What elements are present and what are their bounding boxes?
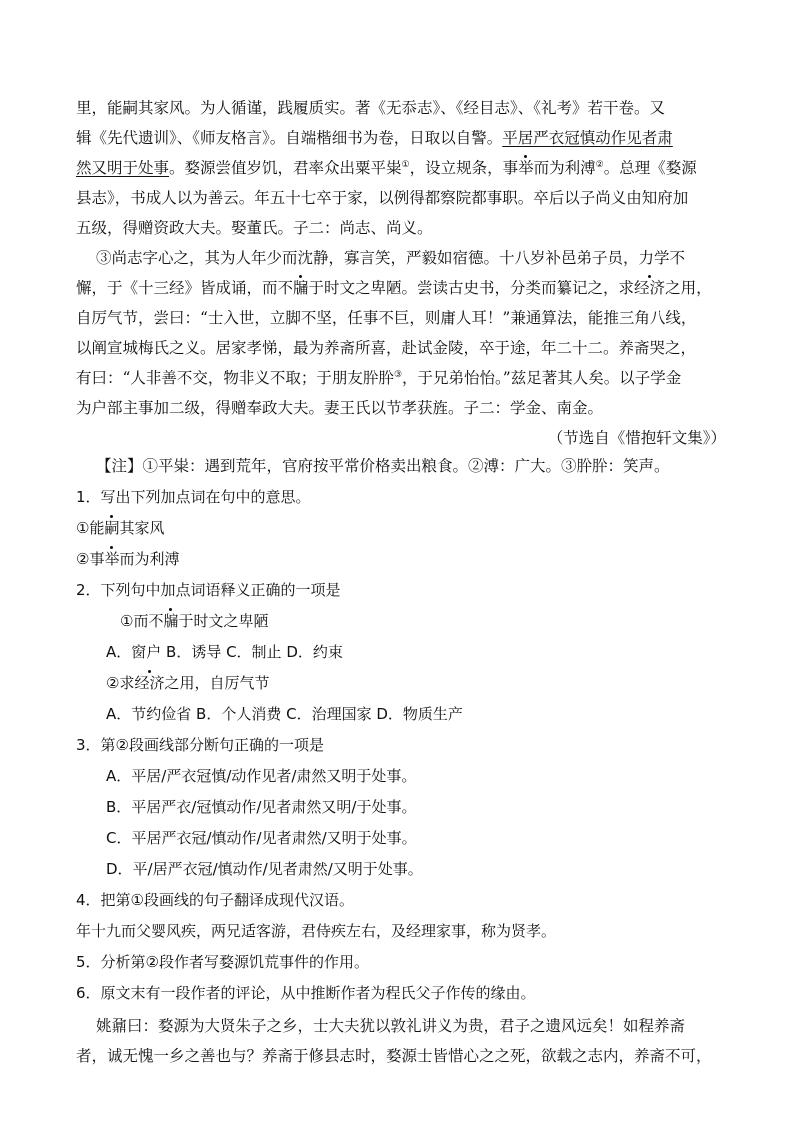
- passage-line: 五级，得赠资政大夫。娶董氏。子二：尚志、尚义。: [76, 219, 433, 237]
- footnote-marker: ①: [401, 159, 410, 170]
- question-2-sentence-1: ①而不牖于时文之卑陋: [120, 612, 269, 630]
- question-5-title: 5．分析第②段作者写婺源饥荒事件的作用。: [76, 953, 369, 971]
- footnote-marker: ③: [393, 369, 403, 380]
- dotted-word: 牖: [293, 279, 309, 297]
- question-2-sentence-2: ②求经济之用，自厉气节: [106, 674, 270, 692]
- passage-line: 以阐宣城梅氏之义。居家孝悌，最为养斋所喜，赴试金陵，卒于途，年二十二。养斋哭之，: [76, 339, 697, 357]
- source-citation: （节选自《惜抱轩文集》）: [547, 429, 726, 447]
- passage-line: 县志》，书成人以为善云。年五十七卒于家，以例得都察院都事职。卒后以子尚义由知府加: [76, 189, 689, 207]
- question-4-title: 4．把第①段画线的句子翻译成现代汉语。: [76, 891, 354, 909]
- passage-line: 懈，于《十三经》皆成诵，而不牖于时文之卑陋。尝读古史书，分类而纂记之，求经济之用，: [76, 279, 712, 297]
- dotted-word: 举: [518, 159, 534, 177]
- question-1-item-b: ②事举而为利溥: [76, 550, 180, 568]
- passage-line: 里，能嗣其家风。为人循谨，践履质实。著《无忝志》、《经目志》、《礼考》若干卷。又: [76, 99, 666, 117]
- question-3-option-b: B．平居严衣/冠慎动作/见者肃然又明/于处事。: [106, 798, 417, 816]
- question-4-sentence: 年十九而父婴风疾，两兄适客游，君侍疾左右，及经理家事，称为贤孝。: [76, 922, 557, 940]
- question-2-options-1: A．窗户 B．诱导 C．制止 D．约束: [106, 643, 343, 661]
- question-3-option-d: D．平/居严衣冠/慎动作/见者肃然/又明于处事。: [106, 860, 423, 878]
- passage-line: 辑《先代遗训》、《师友格言》。自端楷细书为卷，日取以自警。平居严衣冠慎动作见者肃: [76, 129, 673, 147]
- question-6-title: 6．原文末有一段作者的评论，从中推断作者为程氏父子作传的缘由。: [76, 984, 536, 1002]
- passage-line: 有曰：“人非善不交，物非义不取；于朋友肸肸③，于兄弟怡怡。”兹足著其人矣。以子学金: [76, 369, 682, 387]
- passage-line: ③尚志字心之，其为人年少而沈静，寡言笑，严毅如宿德。十八岁补邑弟子员，力学不: [96, 249, 686, 267]
- question-2-title: 2．下列句中加点词语释义正确的一项是: [76, 581, 341, 599]
- footnotes: 【注】①平粜：遇到荒年，官府按平常价格卖出粮食。②溥：广大。③肸肸：笑声。: [96, 457, 670, 475]
- passage-line: 然又明于处事。婺源尝值岁饥，君率众出粟平粜①，设立规条，事举而为利溥②。总理《婺源: [76, 159, 697, 177]
- underlined-sentence: 平居严衣冠慎动作见者肃: [502, 129, 673, 147]
- question-3-option-a: A．平居/严衣冠慎/动作见者/肃然又明于处事。: [106, 767, 417, 785]
- question-1-title: 1．写出下列加点词在句中的意思。: [76, 488, 311, 506]
- question-3-option-c: C．平居严衣冠/慎动作/见者肃然/又明于处事。: [106, 829, 417, 847]
- footnote-marker: ②: [595, 159, 604, 170]
- question-2-options-2: A．节约俭省 B．个人消费 C．治理国家 D．物质生产: [106, 705, 463, 723]
- underlined-sentence: 然又明于处事: [76, 159, 170, 177]
- commentary-line: 姚鼐曰：婺源为大贤朱子之乡，士大夫犹以敦礼讲义为贵，君子之遗风远矣！如程养斋: [96, 1017, 686, 1035]
- dotted-word: 经济: [634, 279, 666, 297]
- question-1-item-a: ①能嗣其家风: [76, 519, 165, 537]
- passage-line: 自厉气节，尝曰：“士入世，立脚不坚，任事不巨，则庸人耳！”兼通算法，能推三角八线，: [76, 309, 697, 327]
- commentary-line: 者，诚无愧一乡之善也与？养斋于修县志时，婺源士皆惜心之之死，欲载之志内，养斋不可，: [76, 1047, 712, 1065]
- passage-line: 为户部主事加二级，得赠奉政大夫。妻王氏以节孝获旌。子二：学金、南金。: [76, 399, 604, 417]
- question-3-title: 3．第②段画线部分断句正确的一项是: [76, 736, 324, 754]
